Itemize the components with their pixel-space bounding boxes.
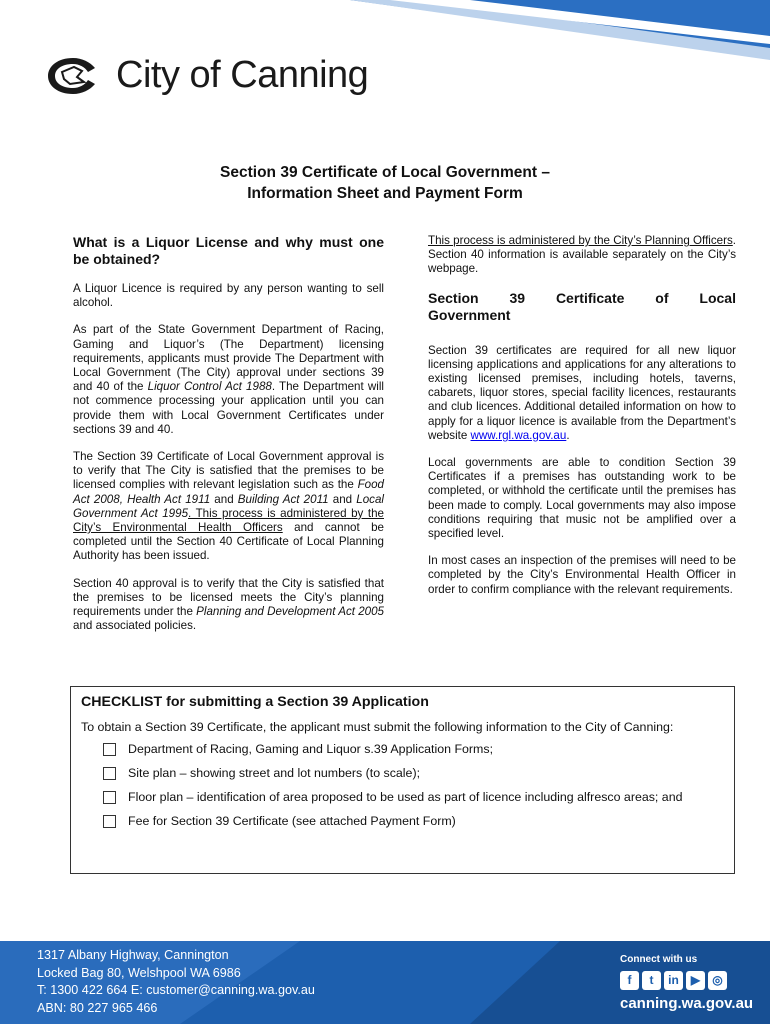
checkbox[interactable]: [103, 743, 116, 756]
checklist-item: Department of Racing, Gaming and Liquor s.39 Application Forms;: [103, 741, 724, 757]
checkbox[interactable]: [103, 815, 116, 828]
checklist-item: Floor plan – identification of area proposed to be used as part of licence including alfresco areas; and: [103, 789, 724, 805]
liquor-license-heading: What is a Liquor License and why must one be obtained?: [73, 234, 384, 267]
footer: [0, 941, 770, 1024]
city-of-canning-logo: [44, 54, 368, 97]
paragraph: As part of the State Government Department of Racing, Gaming and Liquor’s (The Department) licensing requirements, applicants must provide The Department with Local Government (The City) approval under sections 39 and 40 of the Liquor Control Act 1988. The Department will not commence processing your application until you can provide them with Local Government Certificates under sections 39 and 40.: [73, 323, 384, 436]
left-column: [73, 234, 384, 646]
paragraph: Local governments are able to condition Section 39 Certificates if a premises has outstanding work to be completed, or withhold the certificate until the premises has been made to comply. Local governments may also impose conditions requiring that music not be amplified over a specified level.: [428, 456, 736, 541]
footer-contact-details: [37, 947, 315, 1017]
rgl-website-link[interactable]: www.rgl.wa.gov.au: [470, 428, 567, 442]
checklist-intro: To obtain a Section 39 Certificate, the applicant must submit the following information to the City of Canning:: [81, 720, 674, 734]
facebook-icon[interactable]: f: [620, 971, 639, 990]
title-line-1: Section 39 Certificate of Local Government –: [220, 164, 550, 181]
section-39-heading: Section 39 Certificate of Local Government: [428, 289, 736, 323]
title-line-2: Information Sheet and Payment Form: [247, 185, 523, 202]
social-icons: [620, 971, 727, 990]
checklist-item: Fee for Section 39 Certificate (see attached Payment Form): [103, 813, 724, 829]
header-decorative-stripes: [350, 0, 770, 60]
footer-website-link[interactable]: canning.wa.gov.au: [620, 995, 754, 1012]
brand-name: City of Canning: [116, 54, 369, 96]
twitter-icon[interactable]: t: [642, 971, 661, 990]
paragraph: A Liquor Licence is required by any person wanting to sell alcohol.: [73, 282, 384, 310]
instagram-icon[interactable]: ◎: [708, 971, 727, 990]
document-title: [0, 162, 770, 204]
checklist-item: Site plan – showing street and lot numbers (to scale);: [103, 765, 724, 781]
right-column: [428, 234, 736, 610]
checkbox[interactable]: [103, 767, 116, 780]
footer-address-line: 1317 Albany Highway, Cannington: [37, 948, 229, 962]
linkedin-icon[interactable]: in: [664, 971, 683, 990]
checklist-title: CHECKLIST for submitting a Section 39 Application: [81, 694, 429, 710]
connect-label: Connect with us: [620, 954, 698, 965]
footer-address-line: Locked Bag 80, Welshpool WA 6986: [37, 965, 241, 980]
youtube-icon[interactable]: ▶: [686, 971, 705, 990]
paragraph: Section 40 approval is to verify that the City is satisfied that the premises to be licensed meets the City’s planning requirements under the Planning and Development Act 2005 and associated policies.: [73, 576, 385, 633]
paragraph: The Section 39 Certificate of Local Government approval is to verify that The City is satisfied that the premises to be licensed complies with relevant legislation such as the Food Act 2008, Health Act 1911 and Building Act 2011 and Local Government Act 1995. This process is administered by the City’s Environmental Health Officers and cannot be completed until the Section 40 Certificate of Local Planning Authority has been issued.: [73, 450, 384, 563]
paragraph: Section 39 certificates are required for all new liquor licensing applications and applications for any alterations to existing licensed premises, including hotels, taverns, cabarets, liquor stores, special facility licences, restaurants and club licences. Additional detailed information on how to apply for a liquor licence is available from the Department’s website www.rgl.wa.gov.au.: [428, 343, 736, 442]
checklist-box: [70, 686, 735, 874]
footer-abn: ABN: 80 227 965 466: [37, 1000, 158, 1015]
paragraph: This process is administered by the City’s Planning Officers. Section 40 information is available separately on the City’s webpage.: [428, 234, 736, 276]
checkbox[interactable]: [103, 791, 116, 804]
canning-logo-icon: [44, 55, 102, 97]
footer-phone-email: T: 1300 422 664 E: customer@canning.wa.gov.au: [37, 983, 315, 997]
checklist-items: [81, 741, 724, 829]
paragraph: In most cases an inspection of the premises will need to be completed by the City’s Environmental Health Officer in order to confirm compliance with the relevant requirements.: [428, 554, 736, 596]
